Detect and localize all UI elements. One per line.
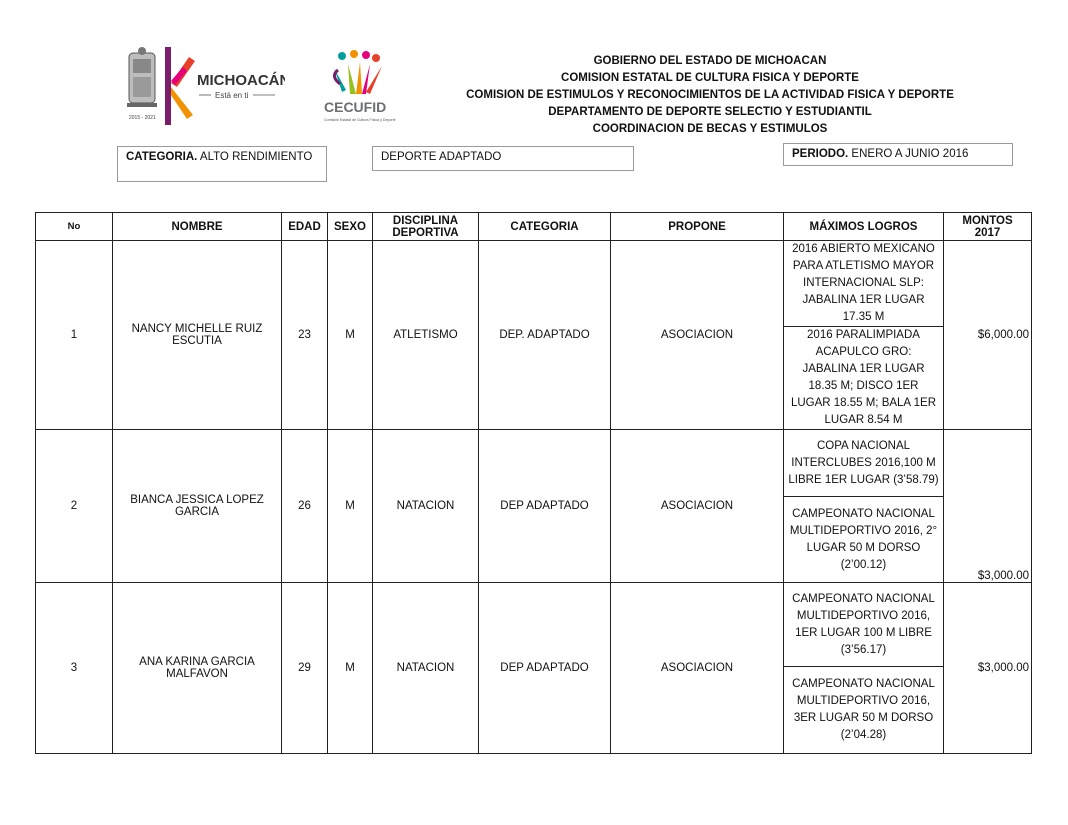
svg-text:Está en ti: Está en ti — [215, 91, 249, 100]
categoria-value: ALTO RENDIMIENTO — [197, 151, 313, 163]
athletes-icon — [334, 50, 382, 94]
cell-logro: CAMPEONATO NACIONAL MULTIDEPORTIVO 2016, 3ER LUGAR 50 M DORSO (2’04.28) — [784, 667, 944, 754]
cell-logro: CAMPEONATO NACIONAL MULTIDEPORTIVO 2016, 1ER LUGAR 100 M LIBRE (3’56.17) — [784, 583, 944, 667]
col-nombre: NOMBRE — [113, 213, 282, 241]
deporte-box — [372, 146, 634, 171]
cell-nombre: ANA KARINA GARCIA MALFAVON — [113, 583, 282, 754]
periodo-box — [783, 143, 1013, 166]
header-line: COMISION ESTATAL DE CULTURA FISICA Y DEPORTE — [561, 72, 859, 84]
cell-sexo: M — [328, 241, 373, 430]
cell-edad: 23 — [282, 241, 328, 430]
periodo-label: PERIODO. — [792, 148, 849, 160]
periodo-value: ENERO A JUNIO 2016 — [848, 148, 969, 160]
header-line: DEPARTAMENTO DE DEPORTE SELECTIO Y ESTUDIANTIL — [548, 106, 872, 118]
cell-sexo: M — [328, 583, 373, 754]
cell-propone: ASOCIACION — [611, 430, 784, 583]
cell-logro: COPA NACIONAL INTERCLUBES 2016,100 M LIBRE 1ER LUGAR (3’58.79) — [784, 430, 944, 497]
col-propone: PROPONE — [611, 213, 784, 241]
cell-propone: ASOCIACION — [611, 583, 784, 754]
cell-disciplina: ATLETISMO — [373, 241, 479, 430]
table-row — [36, 430, 1032, 497]
header-line: COMISION DE ESTIMULOS Y RECONOCIMIENTOS DE LA ACTIVIDAD FISICA Y DEPORTE — [466, 89, 954, 101]
deporte-value: DEPORTE ADAPTADO — [381, 151, 502, 163]
col-edad: EDAD — [282, 213, 328, 241]
col-disciplina: DISCIPLINA DEPORTIVA — [373, 213, 479, 241]
cell-no: 3 — [36, 583, 113, 754]
svg-text:MICHOACÁN: MICHOACÁN — [197, 72, 285, 89]
cell-monto: $6,000.00 — [944, 241, 1032, 430]
k-emblem-icon — [165, 47, 195, 125]
col-no: No — [36, 213, 113, 241]
cell-monto: $3,000.00 — [944, 583, 1032, 754]
cell-categoria: DEP. ADAPTADO — [479, 241, 611, 430]
cell-edad: 29 — [282, 583, 328, 754]
col-sexo: SEXO — [328, 213, 373, 241]
header-line: COORDINACION DE BECAS Y ESTIMULOS — [592, 123, 828, 135]
cell-categoria: DEP ADAPTADO — [479, 583, 611, 754]
cell-propone: ASOCIACION — [611, 241, 784, 430]
cell-nombre: BIANCA JESSICA LOPEZ GARCIA — [113, 430, 282, 583]
col-logros: MÁXIMOS LOGROS — [784, 213, 944, 241]
col-montos: MONTOS 2017 — [944, 213, 1032, 241]
becas-table — [35, 212, 1032, 754]
cecufid-logo — [320, 50, 400, 125]
col-categoria: CATEGORIA — [479, 213, 611, 241]
cell-monto: $3,000.00 — [944, 430, 1032, 583]
cell-logro: 2016 PARALIMPIADA ACAPULCO GRO: JABALINA 1ER LUGAR 18.35 M; DISCO 1ER LUGAR 18.55 M; BALA 1ER LUGAR 8.54 M — [784, 327, 944, 430]
cell-edad: 26 — [282, 430, 328, 583]
cell-nombre: NANCY MICHELLE RUIZ ESCUTIA — [113, 241, 282, 430]
table-header-row — [36, 213, 1032, 241]
svg-text:Comisión Estatal de Cultura Fí: Comisión Estatal de Cultura Física y Deporte — [324, 118, 396, 122]
cell-no: 2 — [36, 430, 113, 583]
table-row — [36, 241, 1032, 327]
categoria-box — [117, 146, 327, 182]
svg-text:CECUFID: CECUFID — [324, 99, 387, 115]
cell-no: 1 — [36, 241, 113, 430]
cell-logro: CAMPEONATO NACIONAL MULTIDEPORTIVO 2016, 2° LUGAR 50 M DORSO (2’00.12) — [784, 497, 944, 583]
cell-disciplina: NATACION — [373, 430, 479, 583]
michoacan-logo — [125, 45, 285, 127]
document-header — [465, 53, 955, 138]
coat-of-arms-icon — [127, 47, 157, 107]
header-line: GOBIERNO DEL ESTADO DE MICHOACAN — [593, 55, 827, 67]
table-row — [36, 583, 1032, 667]
cell-logro: 2016 ABIERTO MEXICANO PARA ATLETISMO MAYOR INTERNACIONAL SLP: JABALINA 1ER LUGAR 17.35 M — [784, 241, 944, 327]
svg-text:2015 - 2021: 2015 - 2021 — [129, 115, 156, 121]
cell-categoria: DEP ADAPTADO — [479, 430, 611, 583]
cell-disciplina: NATACION — [373, 583, 479, 754]
cell-sexo: M — [328, 430, 373, 583]
categoria-label: CATEGORIA. — [126, 151, 198, 163]
